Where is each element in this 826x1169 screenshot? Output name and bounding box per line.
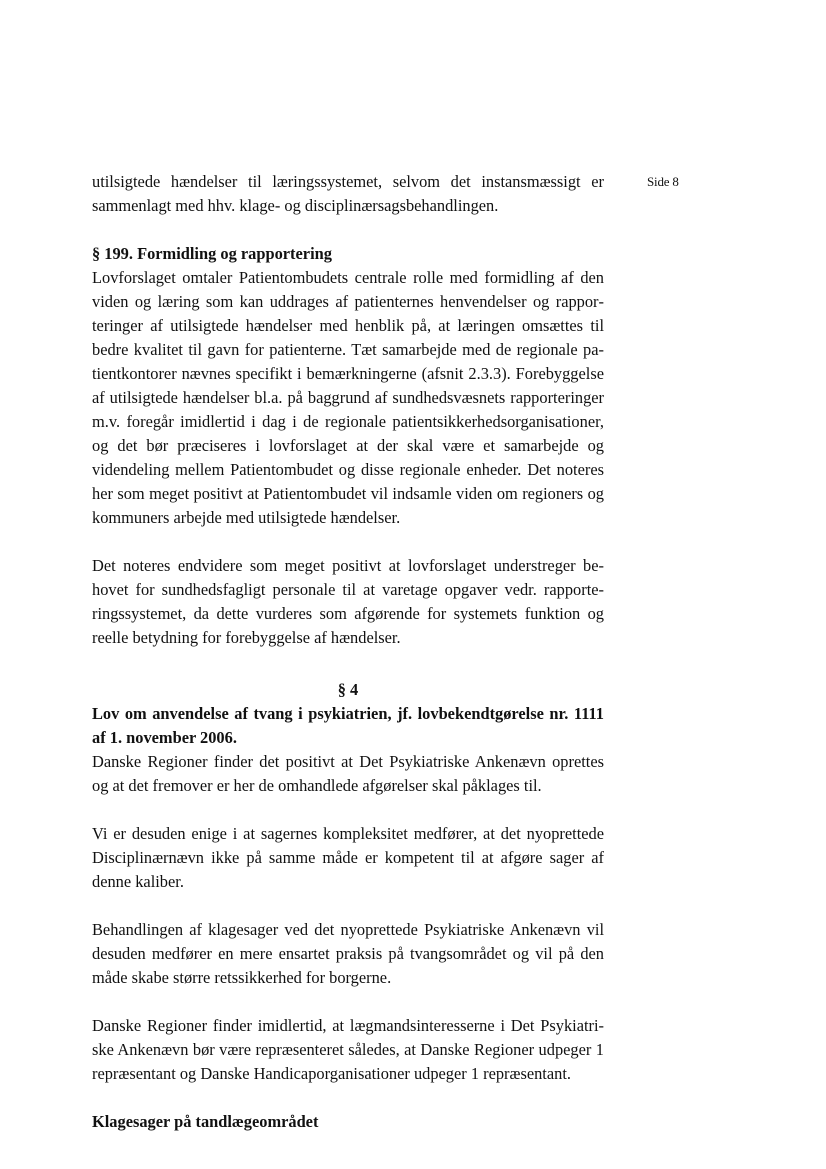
intro-paragraph: utilsigtede hændelser til læringssystemet, selvom det instansmæssigt er sammenlagt med hhv. klage- og disciplinærsagsbehandlingen. — [92, 172, 604, 215]
section-4-symbol: § 4 — [337, 680, 359, 699]
spacer — [92, 894, 604, 918]
section-4-paragraph-3: Behandlingen af klagesager ved det nyoprettede Psykiatriske Ankenævn vil desuden medfører en mere ensartet praksis på tvangsområdet og vil på den måde skabe større retssikkerhed for borgerne. — [92, 920, 604, 987]
spacer — [92, 798, 604, 822]
document-body — [92, 170, 604, 1134]
section-199-paragraph-2: Det noteres endvidere som meget positivt at lovforslaget understreger behovet for sundhedsfagligt personale til at varetage opgaver vedr. rapporteringssystemet, da dette vurderes som afgørende for systemets funktion og reelle betydning for forebyggelse af hændelser. — [92, 556, 604, 647]
section-4-paragraph-2: Vi er desuden enige i at sagernes kompleksitet medfører, at det nyoprettede Disciplinærnævn ikke på samme måde er kompetent til at afgøre sager af denne kaliber. — [92, 824, 604, 891]
section-199-paragraph: Lovforslaget omtaler Patientombudets centrale rolle med formidling af den viden og læring som kan uddrages af patienternes henvendelser og rapporteringer af utilsigtede hændelser med henblik på, at læringen omsættes til bedre kvalitet til gavn for patienterne. Tæt samarbejde med de regionale patientkontorer nævnes specifikt i bemærkningerne (afsnit 2.3.3). Forebyggelse af utilsigtede hændelser bl.a. på baggrund af sundhedsvæsnets rapporteringer m.v. foregår imidlertid i dag i de regionale patientsikkerhedsorganisationer, og det bør præciseres i lovforslaget at der skal være et samarbejde og videndeling mellem Patientombudet og disse regionale enheder. Det noteres her som meget positivt at Patientombudet vil indsamle viden om regioners og kommuners arbejde med utilsigtede hændelser. — [92, 268, 604, 527]
dental-complaints-heading: Klagesager på tandlægeområdet — [92, 1112, 319, 1131]
spacer — [92, 990, 604, 1014]
section-4-paragraph-4: Danske Regioner finder imidlertid, at lægmandsinteresserne i Det Psykiatriske Ankenævn bør være repræsenteret således, at Danske Regioner udpeger 1 repræsentant og Danske Handicaporganisationer udpeger 1 repræsentant. — [92, 1016, 604, 1083]
spacer — [92, 530, 604, 554]
page-number: Side 8 — [647, 174, 679, 189]
section-4-heading: Lov om anvendelse af tvang i psykiatrien, jf. lovbekendtgørelse nr. 1111 af 1. november 2006. — [92, 704, 604, 747]
section-4-paragraph-1: Danske Regioner finder det positivt at Det Psykiatriske Ankenævn oprettes og at det fremover er her de omhandlede afgørelser skal påklages til. — [92, 752, 604, 795]
spacer — [92, 1086, 604, 1110]
section-199-heading: § 199. Formidling og rapportering — [92, 244, 332, 263]
spacer — [92, 650, 604, 678]
spacer — [92, 218, 604, 242]
